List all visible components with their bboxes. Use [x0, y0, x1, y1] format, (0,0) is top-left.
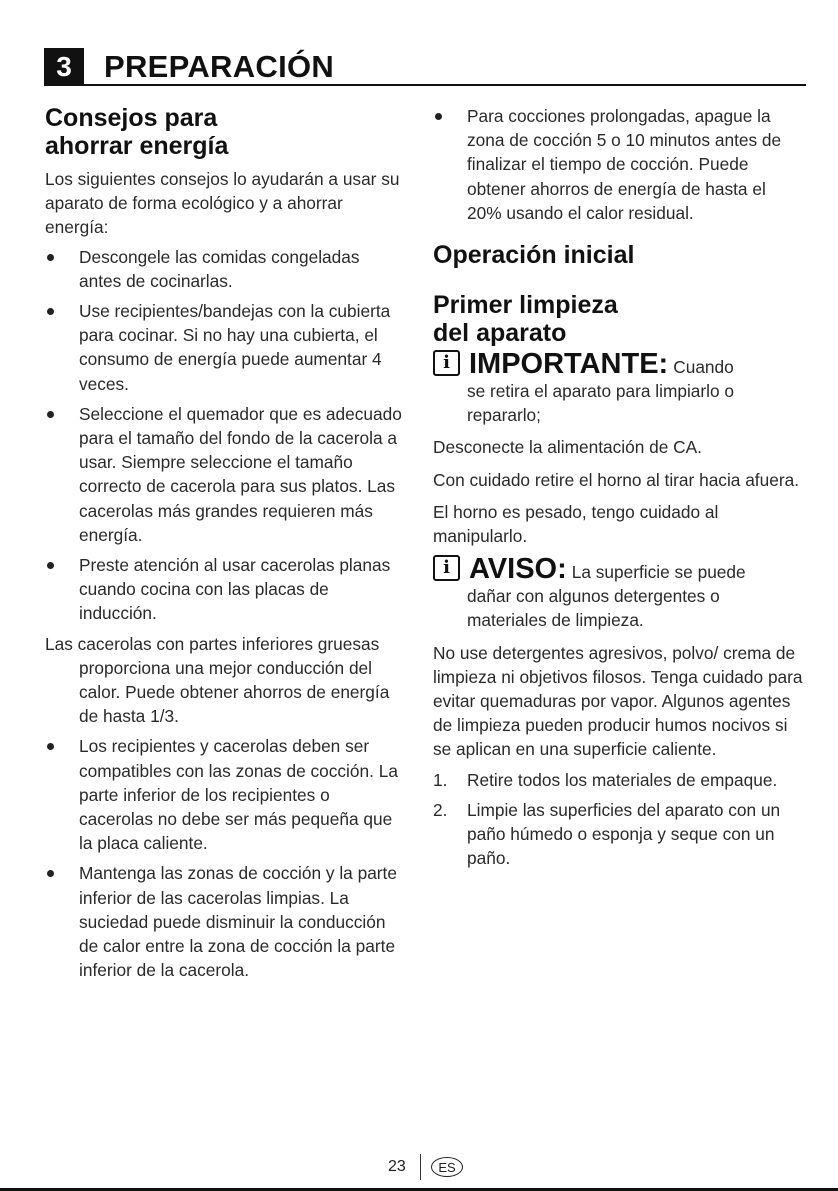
energy-tips-list-a	[45, 245, 405, 626]
info-icon: i	[433, 350, 460, 376]
warning-notice: i AVISO: La superficie se puede dañar con algunos detergentes o materiales de limpieza.	[433, 554, 803, 632]
section-title: PREPARACIÓN	[104, 49, 335, 84]
language-badge: ES	[431, 1157, 463, 1177]
initial-operation-title: Operación inicial	[433, 241, 635, 270]
important-notice: i IMPORTANTE: Cuando se retira el aparato para limpiarlo o repararlo;	[433, 349, 803, 427]
left-column	[45, 104, 405, 989]
important-label: IMPORTANTE:	[469, 348, 669, 381]
energy-tips-intro: Los siguientes consejos lo ayudarán a usar su aparato de forma ecológico y a ahorrar energía:	[45, 169, 400, 238]
list-item: Para cocciones prolongadas, apague la zona de cocción 5 o 10 minutos antes de finalizar el tiempo de cocción. Puede obtener ahorros de energía de hasta el 20% usando el calor residual.	[433, 104, 803, 225]
cleaning-steps	[433, 768, 803, 871]
list-item: Seleccione el quemador que es adecuado para el tamaño del fondo de la cacerola a usar. Siempre seleccione el tamaño correcto de cacerola para sus platos. Las cacerolas más grandes requieren más energía.	[45, 402, 405, 547]
paragraph: El horno es pesado, tengo cuidado al manipularlo.	[433, 501, 719, 547]
list-item: 2. Limpie las superficies del aparato con un paño húmedo o esponja y seque con un paño.	[433, 799, 781, 869]
header-rule	[84, 84, 806, 86]
list-item: Use recipientes/bandejas con la cubierta para cocinar. Si no hay una cubierta, el consumo de energía puede aumentar 4 veces.	[45, 299, 405, 396]
list-item: Preste atención al usar cacerolas planas cuando cocina con las placas de inducción.	[45, 553, 405, 626]
page-footer	[0, 1153, 838, 1183]
section-number: 3	[44, 48, 84, 86]
right-column	[433, 104, 803, 876]
info-icon: i	[433, 555, 460, 581]
aviso-label: AVISO:	[469, 553, 567, 586]
section-header	[44, 48, 806, 88]
aviso-text: dañar con algunos detergentes o materiales de limpieza.	[467, 586, 720, 631]
energy-tips-title: Consejos para ahorrar energía	[45, 104, 229, 160]
paragraph: No use detergentes agresivos, polvo/ crema de limpieza ni objetivos filosos. Tenga cuidado para evitar quemaduras por vapor. Algunos agentes de limpieza pueden producir humos nocivos si se aplican en una superficie caliente.	[433, 642, 803, 760]
paragraph: Con cuidado retire el horno al tirar hacia afuera.	[433, 469, 799, 490]
list-item: Mantenga las zonas de cocción y la parte inferior de las cacerolas limpias. La suciedad puede disminuir la conducción de calor entre la zona de cocción la parte inferior de la cacerola.	[45, 861, 405, 982]
page-number: 23	[388, 1158, 406, 1175]
energy-tips-list-c	[433, 104, 803, 225]
thick-bottom-pans-paragraph: Las cacerolas con partes inferiores gruesas proporciona una mejor conducción del calor. Puede obtener ahorros de energía de hasta 1/3.	[45, 633, 390, 727]
footer-divider	[420, 1154, 421, 1180]
important-text: se retira el aparato para limpiarlo o repararlo;	[467, 381, 735, 426]
energy-tips-list-b	[45, 734, 405, 982]
list-item: Descongele las comidas congeladas antes de cocinarlas.	[45, 245, 405, 293]
first-cleaning-title: Primer limpieza del aparato	[433, 291, 618, 348]
list-item: Los recipientes y cacerolas deben ser compatibles con las zonas de cocción. La parte inferior de los recipientes o cacerolas no debe ser más pequeña que la placa caliente.	[45, 734, 405, 855]
list-item: 1. Retire todos los materiales de empaque.	[433, 769, 778, 790]
paragraph: Desconecte la alimentación de CA.	[433, 437, 702, 458]
